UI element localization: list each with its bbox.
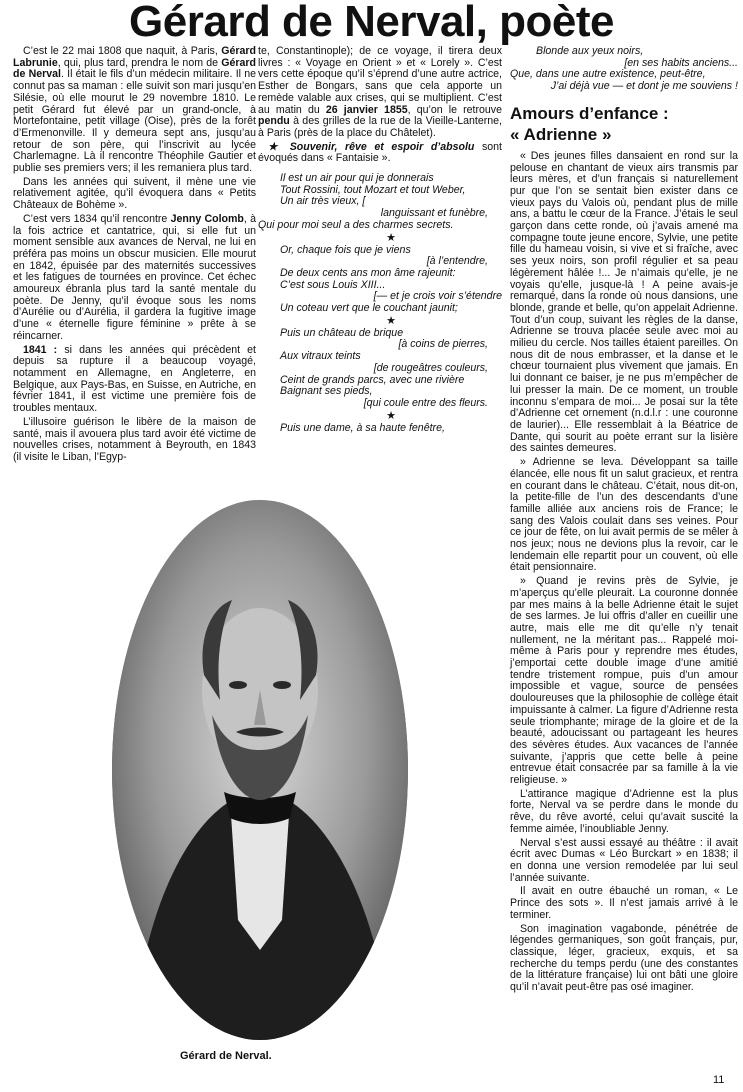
- poem-line: De deux cents ans mon âme rajeunit:: [280, 266, 456, 279]
- poem-line: [à l’entendre,: [426, 255, 488, 268]
- page-title: Gérard de Nerval, poète: [129, 0, 614, 46]
- paragraph: C’est vers 1834 qu’il rencontre Jenny Colomb, à la fois actrice et cantatrice, qui, si elle fut un moment sensible aux avances de Nerval, ne lui en préféra pas moins un obscur musicien. Elle mourut en 1842, épuisée par des maternités successives et les fatigues de tournées en province. Cet échec amoureux ébranla plus tard la santé mentale du poète. De Jenny, qu’il évoque sous les noms d’Aurélie ou d’Aurélia, il gardera la fugitive image d’une « éternelle figure féminine » prête à se réincarner.: [13, 212, 256, 342]
- poem-line: Un air très vieux, [: [280, 195, 366, 208]
- emphasis: pendu: [258, 115, 290, 128]
- name-emphasis: Gérard Labrunie: [13, 45, 256, 69]
- name-emphasis: Jenny Colomb: [170, 212, 244, 225]
- star-icon: ★: [386, 231, 396, 244]
- name-emphasis: Gérard de Nerval: [13, 56, 256, 81]
- portrait-caption: Gérard de Nerval.: [180, 1050, 272, 1062]
- paragraph: « Des jeunes filles dansaient en rond sur la pelouse en chantant de vieux airs transmis par leurs mères, et d’un français si naturellement pur que l’on se sentait bien exister dans ce vieux pays du Valois où, pendant plus de mille ans, a battu le cœur de la France. J’étais le seul garçon dans cette ronde, où j’avais amené ma compagne toute jeune encore, Sylvie, une petite fille du hameau voisin, si vive et si fraîche, avec ses yeux noirs, son profil régulier et sa peau légèrement hâlée !... Je n’aimais qu’elle, je ne voyais qu’elle, jusque-là ! A peine avais-je remarqué, dans la ronde où nous dansions, une blonde, grande et belle, qu’on appelait Adrienne. Tout d’un coup, suivant les règles de la danse, Adrienne se trouva placée seule avec moi au milieu du cercle. Nos tailles étaient pareilles. On nous dit de nous embrasser, et la danse et le chœur tournaient plus vivement que jamais. En lui donnant ce baiser, je ne pus m’empêcher de lui presser la main. De ce moment, un trouble inconnu s’empara de moi... Je posai sur la tête d’Adrienne cet ornement (n.d.l.r : une couronne de laurier)... Elle ressemblait à la Béatrice de Dante, qui sourit au poète errant sur la lisière des saintes demeures.: [510, 149, 738, 455]
- date-emphasis: 26 janvier 1855: [325, 103, 408, 116]
- poem-line: Qui pour moi seul a des charmes secrets.: [258, 218, 454, 231]
- paragraph: Dans les années qui suivent, il mène une vie relativement agitée, qu’il évoquera dans « Petits Châteaux de Bohème ».: [13, 175, 256, 212]
- poem-line: C’est sous Louis XIII...: [280, 278, 386, 291]
- section-lead: ★ Souvenir, rêve et espoir d’absolu: [268, 140, 475, 153]
- poem-line: Un coteau vert que le couchant jaunit;: [280, 302, 458, 315]
- column-1: [13, 46, 256, 466]
- paragraph: te, Constantinople); de ce voyage, il tirera deux livres : « Voyage en Orient » et « Lorely ». C’est vers cette époque qu’il s’éprend d’une autre actrice, Esther de Bongars, sans que cela apporte un remède valable aux crises, qui se multiplient. C’est au matin du 26 janvier 1855, qu’on le retrouve pendu à des grilles de la rue de la Vieille-Lanterne, à Paris (près de la place du Châtelet).: [258, 45, 502, 139]
- paragraph: Son imagination vagabonde, pénétrée de légendes germaniques, son goût français, pur, classique, léger, gracieux, exquis, et sa recherche du temps perdu (une des constantes de la littérature française) lui ont bâti une gloire qu’il n’avait peut-être pas osé imaginer.: [510, 922, 738, 994]
- poem-line: Puis une dame, à sa haute fenêtre,: [280, 421, 445, 434]
- poem-line: Il est un air pour qui je donnerais: [280, 172, 434, 185]
- paragraph: 1841 : si dans les années qui précèdent et depuis sa rupture il a beaucoup voyagé, notamment en Allemagne, en Angleterre, en Belgique, aux Pays-Bas, en Suisse, en Autriche, en février 1841, il est victime une première fois de troubles mentaux.: [13, 343, 256, 415]
- poem-line: [à coins de pierres,: [398, 338, 488, 351]
- poem-line: Puis un château de brique: [280, 326, 404, 339]
- year-emphasis: 1841 :: [23, 343, 58, 356]
- portrait-image: [112, 500, 408, 1040]
- paragraph: L’illusoire guérison le libère de la maison de santé, mais il avouera plus tard avoir été victime de nouvelles crises, notamment à Beyrouth, en 1843 (il visite le Liban, l’Egyp-: [13, 415, 256, 463]
- poem-fantaisie: [258, 172, 502, 434]
- column-2: [258, 46, 502, 434]
- poem-line: Ceint de grands parcs, avec une rivière: [280, 373, 465, 386]
- portrait-oval: [112, 500, 408, 1040]
- page-number: 11: [713, 1074, 725, 1086]
- poem-line: Or, chaque fois que je viens: [280, 243, 411, 256]
- poem-line: Tout Rossini, tout Mozart et tout Weber,: [280, 183, 466, 196]
- poem-line: [— et je crois voir s’étendre: [373, 290, 502, 303]
- paragraph: L’attirance magique d’Adrienne est la plus forte, Nerval va se perdre dans le monde du rêve, du rêve avorté, celui qu’avait suscité la femme aimée, l’inoubliable Jenny.: [510, 787, 738, 835]
- section-heading: Amours d’enfance : « Adrienne »: [510, 103, 669, 144]
- paragraph: » Adrienne se leva. Développant sa taille élancée, elle nous fit un salut gracieux, et rentra en courant dans le château. C’était, nous dit-on, la petite-fille de l’un des descendants d’une famille alliée aux anciens rois de France; le sang des Valois coulait dans ses veines. Pour ce jour de fête, on lui avait permis de se mêler à nos jeux; nous ne devions plus la revoir, car le lendemain elle repartit pour un couvent, où elle était pensionnaire.: [510, 456, 738, 574]
- poem-line: [en ses habits anciens...: [624, 56, 738, 69]
- poem-line: J’ai déjà vue — et dont je me souviens !: [550, 80, 738, 93]
- column-3: [510, 46, 738, 996]
- star-icon: ★: [386, 314, 396, 327]
- poem-line: languissant et funèbre,: [380, 207, 488, 220]
- poem-line: [qui coule entre des fleurs.: [363, 396, 488, 409]
- poem-line: Que, dans une autre existence, peut-être,: [510, 68, 706, 81]
- poem-line: Baignant ses pieds,: [280, 385, 373, 398]
- paragraph: Il avait en outre ébauché un roman, « Le Prince des sots ». Il n’est jamais arrivé à le terminer.: [510, 885, 738, 921]
- star-icon: ★: [386, 409, 396, 422]
- poem-line: Blonde aux yeux noirs,: [536, 45, 644, 57]
- poem-line: Aux vitraux teints: [280, 350, 361, 363]
- portrait-illustration: [112, 500, 408, 1040]
- paragraph: Nerval s’est aussi essayé au théâtre : il avait écrit avec Dumas « Léo Burckart » en 1838; il en donna une version remodelée par lui seul l’année suivante.: [510, 836, 738, 884]
- paragraph: ★ Souvenir, rêve et espoir d’absolu sont évoqués dans « Fantaisie ».: [258, 140, 502, 165]
- poem-continuation: [510, 45, 738, 93]
- paragraph: » Quand je revins près de Sylvie, je m’aperçus qu’elle pleurait. La couronne donnée par mes mains à la belle Adrienne était le sujet de ses larmes. Je lui offris d’aller en cueillir une autre, mais elle me dit qu’elle n’y tenait nullement, ne la méritant pas... Rappelé moi-même à Paris pour y reprendre mes études, j’emportai cette double image d’une amitié tendre tristement rompue, puis d’un amour impossible et vague, source de pensées douloureuses que la philosophie de collège était impuissante à calmer. La figure d’Adrienne resta seule triomphante; mirage de la gloire et de la beauté, adoucissant ou partageant les heures des sévères études. Aux vacances de l’année suivante, j’appris que cette belle à peine entrevue était consacrée par sa famille à la vie religieuse. »: [510, 575, 738, 787]
- poem-line: [de rougeâtres couleurs,: [373, 361, 488, 374]
- paragraph: C’est le 22 mai 1808 que naquit, à Paris, Gérard Labrunie, qui, plus tard, prendra le nom de Gérard de Nerval. Il était le fils d’un médecin militaire. Il ne connut pas sa maman : elle suivit son mari jusqu’en Silésie, où elle mourut le 29 novembre 1810. Le petit Gérard fut élevé par un grand-oncle, à Mortefontaine, petit village (Oise), près de la forêt d’Ermenonville. Il y demeura sept ans, jusqu’au retour de son père, qui l’inscrivit au lycée Charlemagne. Là il rencontre Théophile Gautier et publie ses premiers vers; il les remaniera plus tard.: [13, 45, 256, 175]
